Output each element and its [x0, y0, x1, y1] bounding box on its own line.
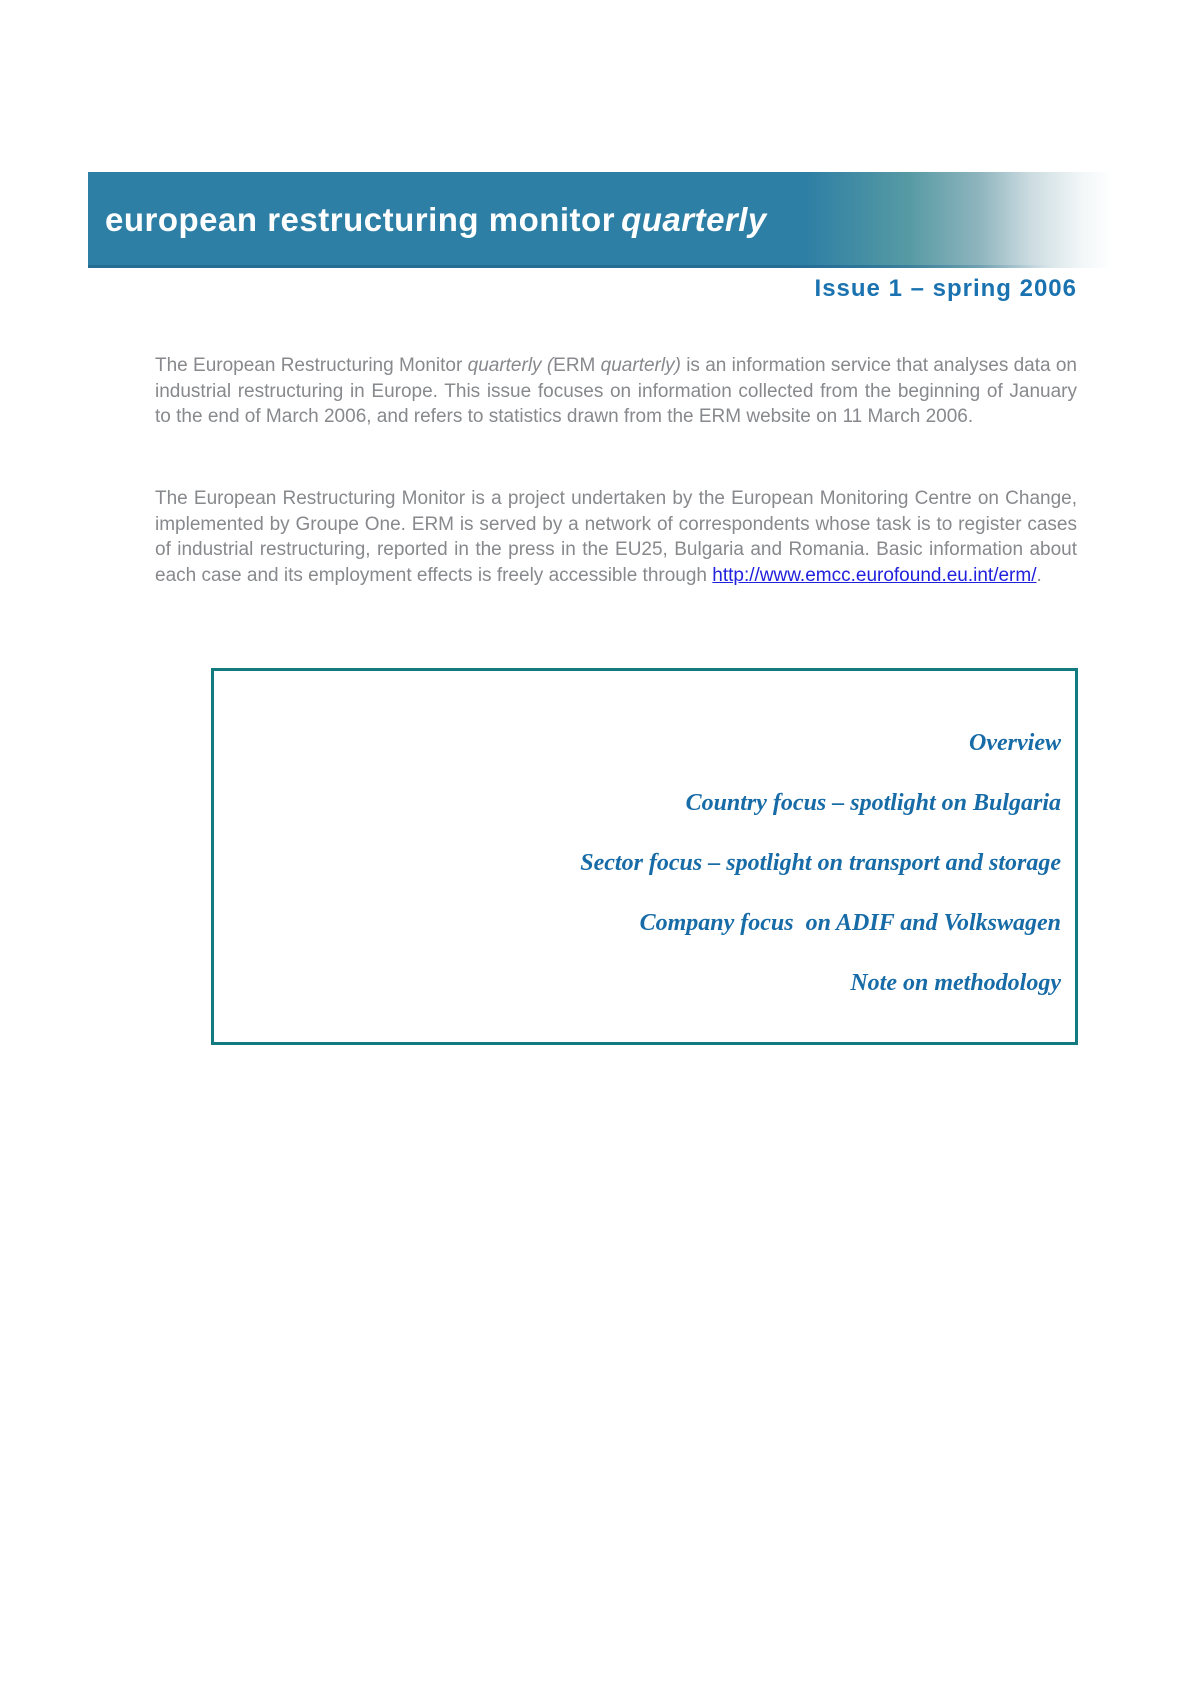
banner	[88, 172, 1113, 268]
issue-heading: Issue 1 – spring 2006	[814, 275, 1077, 302]
erm-website-link[interactable]: http://www.emcc.eurofound.eu.int/erm/	[712, 564, 1037, 586]
banner-title-main: european restructuring monitor	[105, 201, 616, 238]
paragraph-text: .	[1036, 564, 1042, 586]
paragraph-text: The European Restructuring Monitor is a project undertaken by the European Monitoring Centre on Change, implemented by Groupe One. ERM is served by a network of correspondents whose task is to register cases of industrial restructuring, reported in the press in the EU25, Bulgaria and Romania. Basic information about each case and its employment effects is freely accessible through	[155, 488, 1077, 586]
contents-item-overview: Overview	[969, 730, 1061, 756]
paragraph-text-italic: quarterly)	[600, 355, 681, 376]
paragraph-text-italic: quarterly (	[467, 355, 554, 376]
contents-item-company-focus: Company focus on ADIF and Volkswagen	[639, 910, 1061, 936]
intro-paragraph-2	[155, 486, 1077, 588]
contents-box	[211, 668, 1078, 1045]
paragraph-text: The European Restructuring Monitor	[155, 355, 468, 376]
contents-item-country-focus: Country focus – spotlight on Bulgaria	[685, 790, 1061, 816]
contents-item-sector-focus: Sector focus – spotlight on transport and storage	[580, 850, 1061, 876]
banner-title	[105, 201, 767, 239]
intro-paragraph-1	[155, 353, 1077, 430]
paragraph-text: is an information service that analyses data on industrial restructuring in Europe. This issue focuses on information collected from the beginning of January to the end of March 2006, and refers to statistics drawn from the ERM website on 11 March 2006.	[155, 355, 1077, 427]
paragraph-text: ERM	[553, 355, 601, 376]
banner-title-quarterly: quarterly	[621, 201, 767, 238]
contents-item-note-methodology: Note on methodology	[850, 970, 1061, 996]
